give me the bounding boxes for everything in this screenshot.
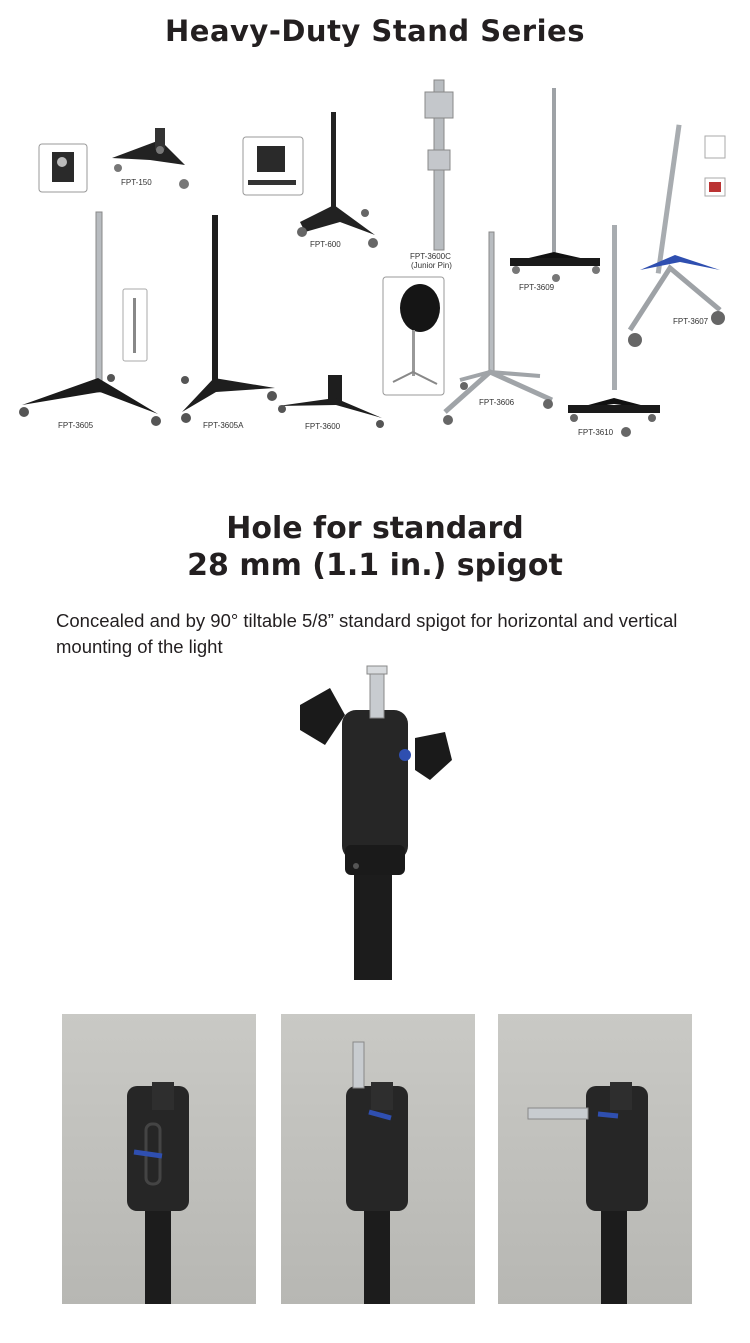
fpt-600-product-image bbox=[243, 112, 378, 248]
model-label-fpt-3607: FPT-3607 bbox=[673, 317, 709, 326]
fpt-3605-product-image bbox=[19, 212, 161, 426]
stand-lineup-illustration bbox=[0, 0, 750, 450]
fpt-3610-product-image bbox=[568, 225, 660, 437]
fpt-150-product-image bbox=[39, 128, 189, 192]
fpt-3609-product-image bbox=[510, 88, 600, 282]
feature-title-line-1: Hole for standard bbox=[226, 511, 524, 546]
feature-title-line-2: 28 mm (1.1 in.) spigot bbox=[187, 548, 563, 583]
spigot-horizontal-photo bbox=[498, 1014, 692, 1304]
model-label-fpt-3600c: FPT-3600C bbox=[410, 252, 451, 261]
fpt-3600c-product-image bbox=[425, 80, 453, 250]
feature-title bbox=[0, 510, 750, 584]
fpt-3607-product-image bbox=[628, 124, 725, 347]
model-label-fpt-600: FPT-600 bbox=[310, 240, 341, 249]
feature-description: Concealed and by 90° tiltable 5/8” standard spigot for horizontal and vertical mounting of the light bbox=[56, 610, 678, 657]
page-title: Heavy-Duty Stand Series bbox=[165, 14, 585, 48]
spigot-concealed-photo bbox=[62, 1014, 256, 1304]
model-label-fpt-3605: FPT-3605 bbox=[58, 421, 94, 430]
junior-pin-light-image bbox=[383, 277, 444, 395]
fpt-3600-product-image bbox=[278, 375, 384, 428]
model-label-fpt-3600: FPT-3600 bbox=[305, 422, 341, 431]
model-label-fpt-3605a: FPT-3605A bbox=[203, 421, 244, 430]
model-label-fpt-150: FPT-150 bbox=[121, 178, 152, 187]
fpt-3605a-product-image bbox=[181, 215, 277, 423]
model-label-junior-pin: (Junior Pin) bbox=[411, 261, 452, 270]
spigot-vertical-photo bbox=[281, 1014, 475, 1304]
spigot-closeup-image bbox=[0, 660, 750, 990]
model-label-fpt-3610: FPT-3610 bbox=[578, 428, 614, 437]
model-label-fpt-3609: FPT-3609 bbox=[519, 283, 555, 292]
model-label-fpt-3606: FPT-3606 bbox=[479, 398, 515, 407]
